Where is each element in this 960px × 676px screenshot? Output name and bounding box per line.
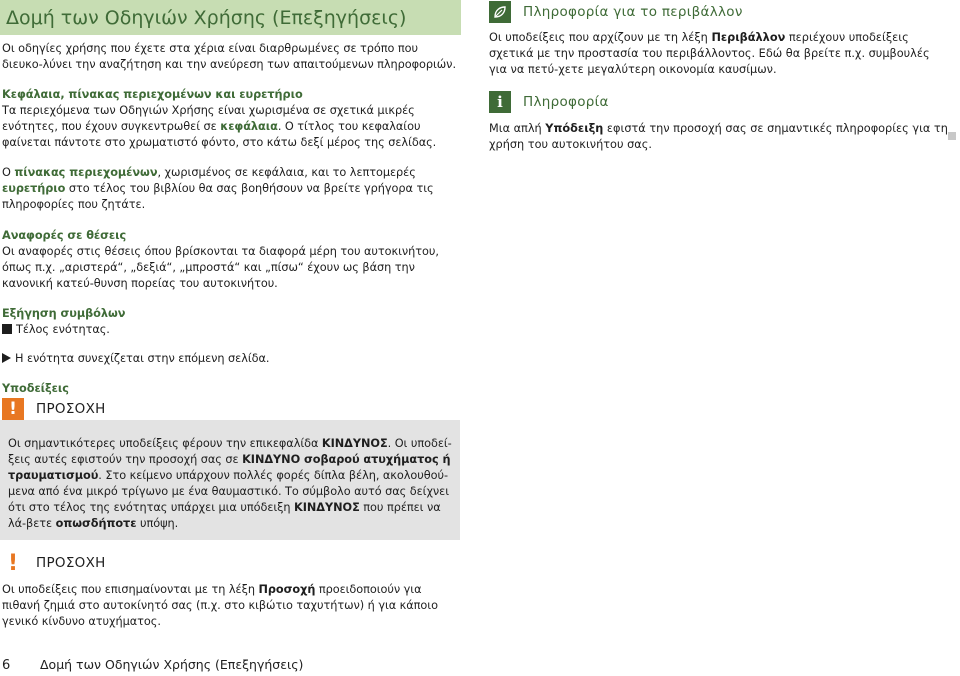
- danger-box-text: [0, 436, 460, 540]
- footer-chapter-title: Δομή των Οδηγιών Χρήσης (Επεξηγήσεις): [40, 657, 304, 672]
- intro-text: Οι οδηγίες χρήσης που έχετε στα χέρια είναι διαρθρωμένες σε τρόπο που διευκο-λύνει την αναζήτηση και την ανεύρεση των απαιτούμενων πληροφοριών.: [2, 42, 456, 71]
- bold-term: Υπόδειξη: [545, 122, 604, 135]
- symbol-continue-text: Η ενότητα συνεχίζεται στην επόμενη σελίδα.: [15, 352, 270, 365]
- warning-exclamation-icon: !: [2, 398, 24, 420]
- text: Οι σημαντικότερες υποδείξεις φέρουν την επικεφαλίδα: [8, 437, 322, 450]
- positions-heading: Αναφορές σε θέσεις: [2, 229, 127, 242]
- positions-paragraph: Οι αναφορές στις θέσεις όπου βρίσκονται τα διαφορά μέρη του αυτοκινήτου, όπως π.χ. „αριστερά“, „δεξιά“, „μπροστά“ και „πίσω“ έχουν ως βάση την κανονική κατεύ-θυνση πορείας του αυτοκινήτου.: [2, 245, 439, 290]
- text: Ο: [2, 166, 15, 179]
- bold-term: Περιβάλλον: [711, 31, 786, 44]
- hints-heading: Υποδείξεις: [2, 382, 69, 395]
- page-title: Δομή των Οδηγιών Χρήσης (Επεξηγήσεις): [0, 0, 461, 35]
- text: εφιστά την προσοχή σας σε σημαντικές πληροφορίες για τη χρήση του αυτοκινήτου σας.: [489, 122, 948, 151]
- danger-box-title: ΠΡΟΣΟΧΗ: [36, 401, 106, 417]
- environment-title: Πληροφορία για το περιβάλλον: [523, 4, 743, 20]
- bold-term: πίνακας περιεχομένων: [14, 166, 158, 179]
- left-column: [0, 0, 462, 630]
- bold-term: ΚΙΝΔΥΝΟ σοβαρού ατυχήματος ή τραυματισμού: [8, 453, 451, 482]
- symbols-heading: Εξήγηση συμβόλων: [2, 307, 126, 320]
- info-text: [489, 121, 949, 153]
- text: . Στο κείμενο υπάρχουν πολλές φορές δίπλα βέλη, ακολουθού-μενα από ένα μικρό τρίγωνο με ένα θαυμαστικό. Το σύμβολο αυτό σας δείχνει ότι στο τέλος της ενότητας υπάρχει μια υπόδειξη: [8, 469, 450, 514]
- text: Μια απλή: [489, 122, 546, 135]
- text: . Ο τίτλος του κεφαλαίου φαίνεται πάντοτε στο χρωματιστό φόντο, στο κάτω δεξί μέρος της σελίδας.: [2, 120, 437, 149]
- text: υπόψη.: [136, 517, 179, 530]
- info-header: [489, 91, 949, 113]
- info-title: Πληροφορία: [523, 94, 609, 110]
- text: προειδοποιούν για πιθανή ζημιά στο αυτοκίνητό σας (π.χ. στο κιβώτιο ταχυτήτων) ή για κάποιο γενικό κίνδυνο ατυχήματος.: [2, 583, 438, 628]
- text: που πρέπει να λά-βετε: [8, 501, 441, 530]
- chapters-heading: Κεφάλαια, πίνακας περιεχομένων και ευρετήριο: [2, 88, 303, 101]
- text: Οι υποδείξεις που επισημαίνονται με τη λέξη: [2, 583, 259, 596]
- page-number: 6: [2, 658, 11, 673]
- page-footer: [2, 657, 303, 673]
- chapters-paragraph-1: [0, 103, 462, 151]
- leaf-recycle-icon: [489, 1, 511, 23]
- info-icon: i: [489, 91, 511, 113]
- danger-box-header: [0, 398, 460, 420]
- bold-term: ΚΙΝΔΥΝΟΣ: [294, 501, 360, 514]
- right-column: [489, 0, 949, 153]
- end-marker-square: [948, 132, 956, 140]
- text: , χωρισμένος σε κεφάλαια, και το λεπτομερές: [157, 166, 416, 179]
- bold-term: κεφάλαια: [220, 120, 278, 133]
- text: Οι υποδείξεις που αρχίζουν με τη λέξη: [489, 31, 712, 44]
- intro-paragraph: [0, 41, 462, 73]
- bold-term: ΚΙΝΔΥΝΟΣ: [321, 437, 388, 450]
- environment-text: [489, 30, 949, 78]
- caution-box: [0, 552, 462, 630]
- continue-triangle-icon: [2, 353, 11, 363]
- symbol-continue-line: [0, 351, 462, 367]
- bold-term: Προσοχή: [258, 583, 316, 596]
- bold-term: ευρετήριο: [2, 182, 66, 195]
- symbol-end-line: [0, 322, 462, 338]
- symbol-end-text: Τέλος ενότητας.: [16, 323, 110, 336]
- text: περιέχουν υποδείξεις σχετικά με την προστασία του περιβάλλοντος. Εδώ θα βρείτε π.χ. συμβουλές για να πετύ-χετε μεγαλύτερη οικονομία καυσίμων.: [489, 31, 930, 76]
- caution-box-header: [0, 552, 462, 574]
- text: Τα περιεχόμενα των Οδηγιών Χρήσης είναι χωρισμένα σε σχετικά μικρές ενότητες, που έχουν συγκεντρωθεί σε: [2, 104, 415, 133]
- text: στο τέλος του βιβλίου θα σας βοηθήσουν να βρείτε γρήγορα τις πληροφορίες που ζητάτε.: [2, 182, 434, 211]
- warning-exclamation-icon: !: [2, 552, 24, 574]
- danger-box: [0, 398, 460, 540]
- text: . Οι υποδεί-ξεις αυτές εφιστούν την προσοχή σας σε: [8, 437, 452, 466]
- end-section-square-icon: [2, 324, 12, 334]
- bold-term: οπωσδήποτε: [55, 517, 137, 530]
- chapters-paragraph-2: [0, 165, 462, 213]
- environment-header: [489, 1, 949, 23]
- caution-box-text: [0, 582, 462, 630]
- caution-box-title: ΠΡΟΣΟΧΗ: [36, 555, 106, 571]
